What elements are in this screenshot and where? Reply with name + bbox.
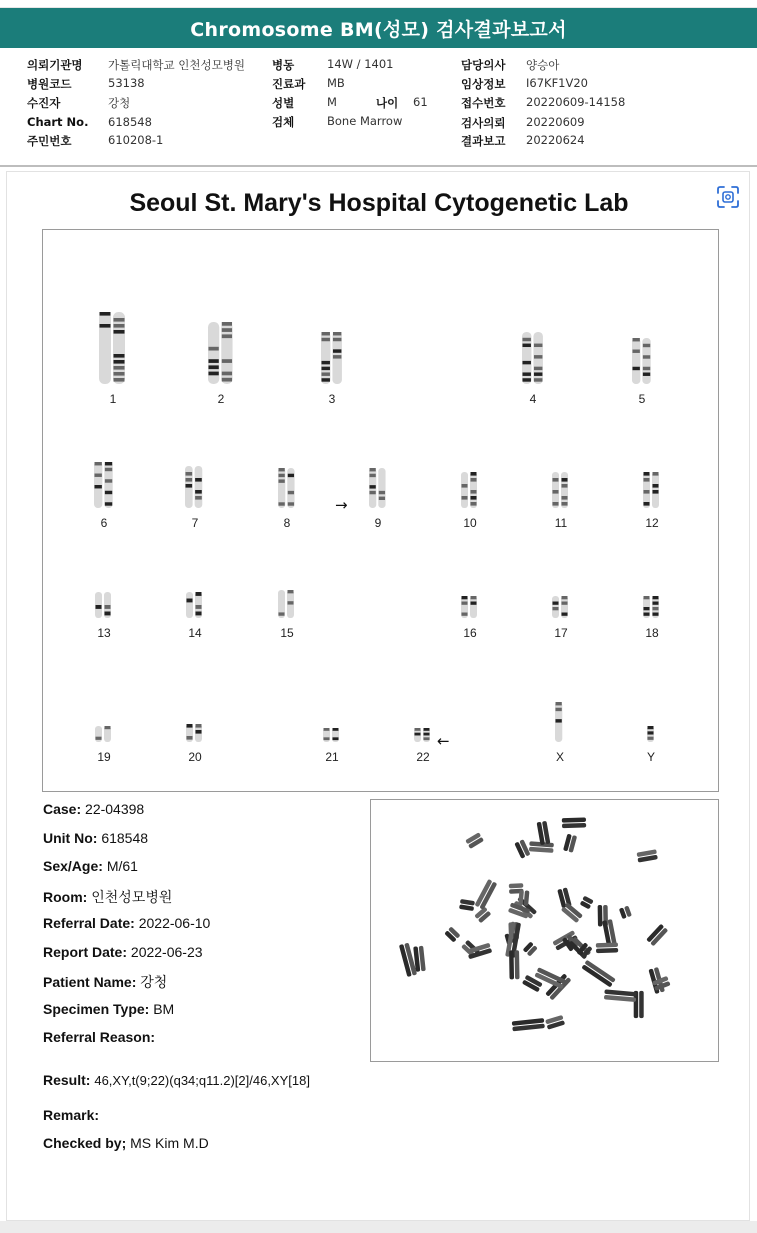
chromosome-pair-12 — [641, 470, 663, 510]
chromosome-label-7: 7 — [191, 516, 199, 530]
chromosome-label-y: Y — [646, 750, 655, 764]
patient-info-block — [0, 50, 757, 165]
chromosome-label-16: 16 — [463, 626, 477, 640]
referral-date-row — [43, 915, 210, 931]
case-label: Case: — [43, 801, 82, 817]
chart-no-value: 618548 — [108, 115, 152, 129]
referral-date-label: Referral Date: — [43, 915, 135, 931]
reported-label: 결과보고 — [461, 134, 506, 148]
metaphase-chromosome — [637, 849, 658, 862]
sex-label: 성별 — [272, 96, 295, 110]
ward-value: 14W / 1401 — [327, 57, 394, 71]
metaphase-chromosome — [475, 879, 498, 910]
karyotype-report — [6, 171, 750, 1221]
receipt-value: 20220609-14158 — [526, 95, 626, 109]
chromosome-pair-11 — [550, 470, 572, 510]
metaphase-chromosome — [465, 832, 484, 849]
metaphase-chromosome — [563, 834, 577, 853]
sexage-label: Sex/Age: — [43, 858, 103, 874]
room-value: 인천성모병원 — [91, 889, 173, 905]
chromosome-pair-6 — [92, 460, 117, 510]
chromosome-pair-4 — [520, 330, 547, 386]
chromosome-label-17: 17 — [554, 626, 568, 640]
chromosome-pair-18 — [641, 594, 663, 620]
chromosome-label-3: 3 — [328, 392, 336, 406]
metaphase-chromosome — [444, 926, 460, 942]
patient-value: 강청 — [108, 96, 131, 110]
metaphase-chromosome — [596, 942, 618, 953]
institution-label: 의뢰기관명 — [27, 58, 83, 72]
doctor-label: 담당의사 — [461, 58, 506, 72]
metaphase-chromosome — [545, 1015, 565, 1030]
chromosome-pair-1 — [97, 310, 129, 386]
specimen-label: 검체 — [272, 115, 295, 129]
metaphase-chromosome — [646, 924, 668, 947]
chromosome-pair-15 — [276, 588, 298, 620]
arrow-right-icon: → — [335, 496, 348, 514]
requested-label: 검사의뢰 — [461, 116, 506, 130]
metaphase-chromosome — [581, 960, 615, 988]
dept-value: MB — [327, 76, 345, 90]
chromosome-pair-19 — [93, 724, 115, 744]
resident-no-value: 610208-1 — [108, 133, 164, 147]
chromosome-pair-21 — [321, 726, 343, 744]
referral-reason-row — [43, 1029, 155, 1045]
chromosome-pair-5 — [630, 336, 655, 386]
institution-value: 가톨릭대학교 인천성모병원 — [108, 58, 245, 72]
specimen-value: Bone Marrow — [327, 114, 403, 128]
chromosome-label-x: X — [555, 750, 564, 764]
requested-value: 20220609 — [526, 115, 585, 129]
remark-row — [43, 1107, 99, 1123]
hospital-code-value: 53138 — [108, 76, 145, 90]
report-date-label: Report Date: — [43, 944, 128, 960]
lab-title: Seoul St. Mary's Hospital Cytogenetic Lab — [129, 189, 629, 217]
chromosome-label-14: 14 — [188, 626, 202, 640]
case-row — [43, 801, 144, 817]
chromosome-label-1: 1 — [109, 392, 117, 406]
chromosome-pair-7 — [183, 464, 206, 510]
case-value: 22-04398 — [85, 801, 145, 817]
reported-value: 20220624 — [526, 133, 585, 147]
chromosome-pair-22 — [412, 726, 434, 744]
referral-date-value: 2022-06-10 — [138, 915, 211, 931]
room-label: Room: — [43, 889, 88, 905]
metaphase-chromosome — [523, 941, 538, 956]
arrow-left-icon: ← — [437, 732, 450, 750]
chromosome-label-22: 22 — [416, 750, 430, 764]
specimen-type-label: Specimen Type: — [43, 1001, 150, 1017]
chromosome-pair-17 — [550, 594, 572, 620]
chromosome-label-18: 18 — [645, 626, 659, 640]
chromosome-label-21: 21 — [325, 750, 339, 764]
report-date-row — [43, 944, 203, 960]
metaphase-chromosome — [562, 817, 587, 828]
room-row — [43, 887, 172, 907]
divider — [0, 165, 757, 167]
patient-name-label: Patient Name: — [43, 974, 137, 990]
chromosome-label-13: 13 — [97, 626, 111, 640]
chromosome-pair-8 — [276, 466, 299, 510]
result-value: 46,XY,t(9;22)(q34;q11.2)[2]/46,XY[18] — [94, 1073, 310, 1088]
resident-no-label: 주민번호 — [27, 134, 72, 148]
chromosome-label-9: 9 — [374, 516, 382, 530]
metaphase-chromosome — [514, 839, 530, 859]
chromosome-label-15: 15 — [280, 626, 294, 640]
chart-no-label: Chart No. — [27, 115, 89, 129]
chromosome-label-5: 5 — [638, 392, 646, 406]
age-label: 나이 — [376, 96, 399, 110]
chromosome-label-4: 4 — [529, 392, 537, 406]
patient-name-value: 강청 — [140, 974, 168, 990]
patient-name-row — [43, 972, 167, 992]
chromosome-pair-13 — [93, 590, 115, 620]
report-date-value: 2022-06-23 — [130, 944, 203, 960]
chromosome-pair-y — [645, 724, 658, 744]
metaphase-chromosome — [459, 899, 475, 911]
clinical-label: 임상정보 — [461, 77, 506, 91]
specimen-type-value: BM — [153, 1001, 175, 1017]
metaphase-image — [370, 799, 719, 1062]
unit-row — [43, 830, 148, 846]
bottom-strip — [0, 1221, 757, 1233]
specimen-type-row — [43, 1001, 174, 1017]
chromosome-label-2: 2 — [217, 392, 225, 406]
clinical-value: I67KF1V20 — [526, 76, 588, 90]
chromosome-label-11: 11 — [554, 516, 568, 530]
sexage-row — [43, 858, 138, 874]
chromosome-label-20: 20 — [188, 750, 202, 764]
result-row — [43, 1072, 310, 1088]
sex-value: M — [327, 95, 337, 109]
age-value: 61 — [413, 95, 428, 109]
checked-value: MS Kim M.D — [130, 1135, 209, 1151]
checked-label: Checked by; — [43, 1135, 127, 1151]
hospital-code-label: 병원코드 — [27, 77, 72, 91]
chromosome-pair-14 — [184, 590, 206, 620]
chromosome-pair-2 — [206, 320, 237, 386]
chromosome-label-10: 10 — [463, 516, 477, 530]
metaphase-chromosome — [512, 1018, 545, 1031]
metaphase-chromosome — [537, 821, 551, 845]
chromosome-label-19: 19 — [97, 750, 111, 764]
chromosome-label-8: 8 — [283, 516, 291, 530]
chromosome-pair-20 — [184, 722, 206, 744]
chromosome-label-12: 12 — [645, 516, 659, 530]
unit-label: Unit No: — [43, 830, 98, 846]
metaphase-chromosome — [619, 905, 632, 919]
karyogram — [42, 229, 719, 792]
remark-label: Remark: — [43, 1107, 100, 1123]
ward-label: 병동 — [272, 58, 295, 72]
metaphase-chromosome — [604, 989, 637, 1002]
metaphase-chromosome — [580, 896, 594, 910]
chromosome-pair-x — [553, 700, 566, 744]
referral-reason-label: Referral Reason: — [43, 1029, 156, 1045]
chromosome-pair-10 — [459, 470, 481, 510]
receipt-label: 접수번호 — [461, 96, 506, 110]
chromosome-pair-16 — [459, 594, 481, 620]
doctor-value: 양승아 — [526, 58, 560, 72]
result-label: Result: — [43, 1072, 91, 1088]
page-title: Chromosome BM(성모) 검사결과보고서 — [0, 8, 757, 48]
checked-row — [43, 1135, 209, 1151]
metaphase-chromosome — [602, 919, 617, 946]
dept-label: 진료과 — [272, 77, 306, 91]
chromosome-pair-9 — [367, 466, 390, 510]
patient-label: 수진자 — [27, 96, 61, 110]
chromosome-label-6: 6 — [100, 516, 108, 530]
sexage-value: M/61 — [106, 858, 138, 874]
top-strip — [0, 0, 757, 8]
chromosome-pair-3 — [319, 330, 346, 386]
unit-value: 618548 — [101, 830, 149, 846]
